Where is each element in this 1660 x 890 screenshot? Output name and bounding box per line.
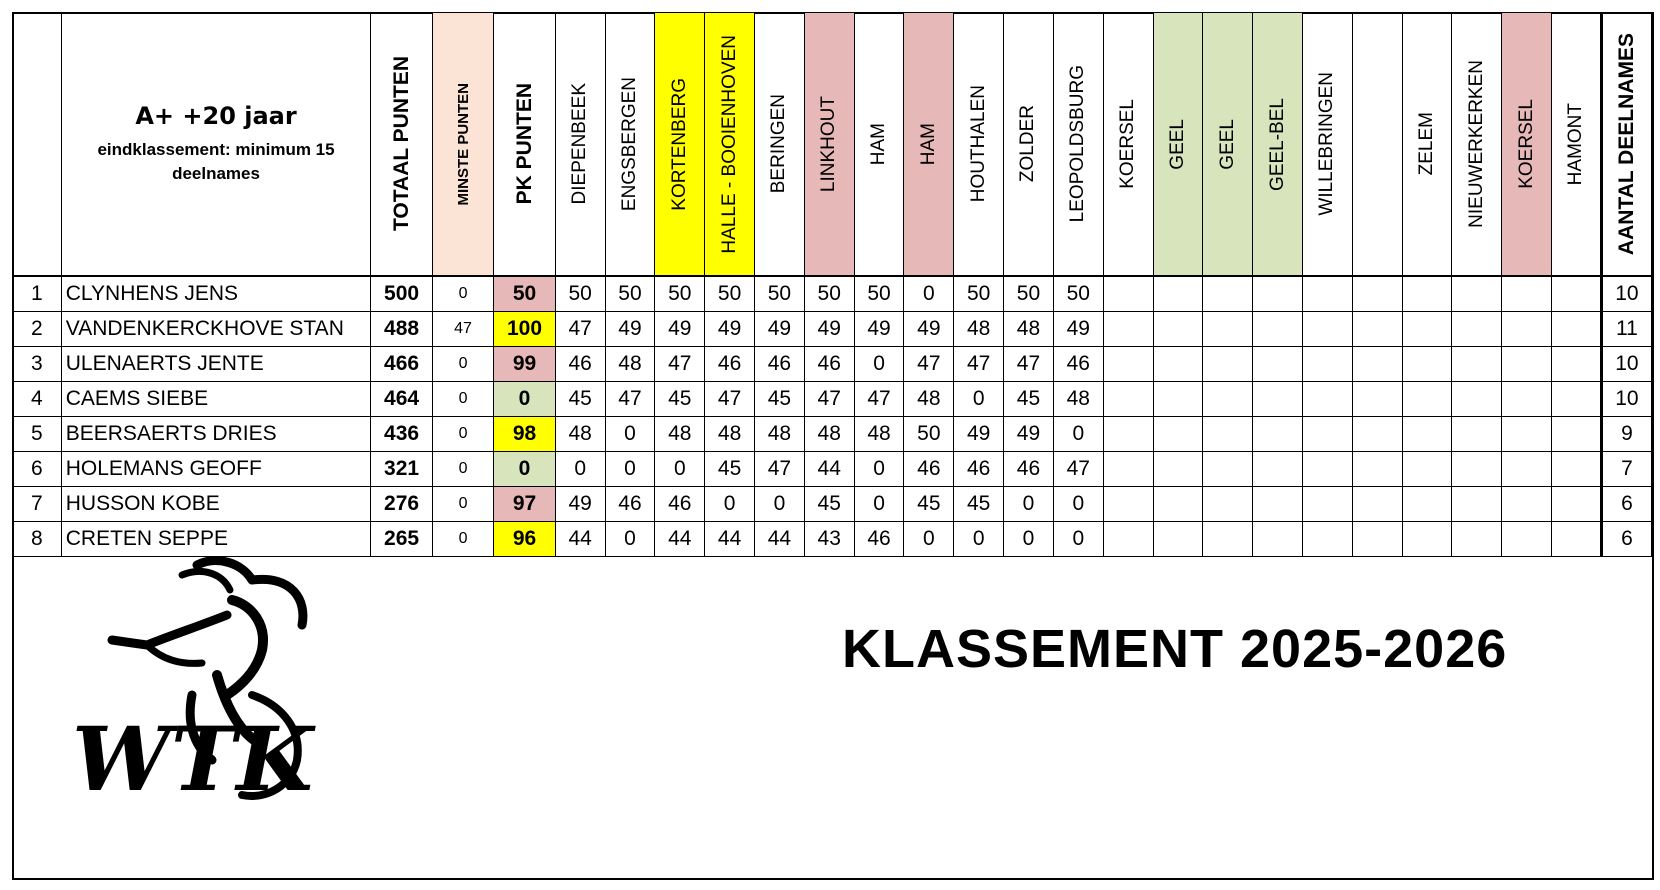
race-score xyxy=(1502,452,1552,487)
logo-text: WTK xyxy=(72,707,313,810)
season-title: KLASSEMENT 2025-2026 xyxy=(842,619,1508,679)
race-header xyxy=(804,13,854,277)
race-header-label: HAM xyxy=(917,122,939,166)
race-score xyxy=(1402,522,1452,557)
standings-table xyxy=(12,12,1654,557)
race-score xyxy=(1253,417,1303,452)
race-score xyxy=(1452,382,1502,417)
race-score xyxy=(1552,417,1602,452)
table-row xyxy=(13,312,1653,347)
table-row xyxy=(13,382,1653,417)
race-score xyxy=(1203,522,1253,557)
race-score xyxy=(1402,347,1452,382)
count-header-label: AANTAL DEELNAMES xyxy=(1614,32,1638,256)
race-score: 46 xyxy=(655,487,705,522)
race-score: 47 xyxy=(954,347,1004,382)
race-header xyxy=(904,13,954,277)
race-header xyxy=(605,13,655,277)
race-score: 47 xyxy=(1004,347,1054,382)
min-header-label: MINSTE PUNTEN xyxy=(454,82,472,206)
race-score: 44 xyxy=(655,522,705,557)
race-score: 46 xyxy=(755,347,805,382)
race-score xyxy=(1302,522,1352,557)
race-score xyxy=(1153,347,1203,382)
race-score: 0 xyxy=(1004,522,1054,557)
race-score xyxy=(1203,276,1253,312)
race-score xyxy=(1253,382,1303,417)
race-header-label: GEEL xyxy=(1216,118,1238,170)
rider-name: BEERSAERTS DRIES xyxy=(61,417,371,452)
category-title: A+ +20 jaar xyxy=(135,102,297,130)
race-score xyxy=(1203,382,1253,417)
race-score xyxy=(1302,312,1352,347)
race-header-label: LINKHOUT xyxy=(818,95,840,193)
race-score: 49 xyxy=(854,312,904,347)
race-score: 46 xyxy=(705,347,755,382)
race-score: 47 xyxy=(1053,452,1103,487)
race-score: 49 xyxy=(755,312,805,347)
wtk-logo xyxy=(52,545,322,810)
race-score xyxy=(1402,487,1452,522)
race-score: 0 xyxy=(854,347,904,382)
race-score xyxy=(1552,347,1602,382)
participation-count: 10 xyxy=(1601,347,1652,382)
total-points: 500 xyxy=(371,276,432,312)
race-score: 48 xyxy=(1053,382,1103,417)
race-header xyxy=(1203,13,1253,277)
race-score xyxy=(1452,347,1502,382)
race-score: 49 xyxy=(555,487,605,522)
rank-cell: 3 xyxy=(13,347,62,382)
race-score: 43 xyxy=(804,522,854,557)
race-score xyxy=(1452,522,1502,557)
total-points: 488 xyxy=(371,312,432,347)
race-score xyxy=(1253,452,1303,487)
total-points: 321 xyxy=(371,452,432,487)
race-score xyxy=(1302,382,1352,417)
race-score: 46 xyxy=(954,452,1004,487)
min-points: 0 xyxy=(432,417,493,452)
race-score: 50 xyxy=(705,276,755,312)
rank-cell: 6 xyxy=(13,452,62,487)
rider-name: CAEMS SIEBE xyxy=(61,382,371,417)
total-points: 436 xyxy=(371,417,432,452)
race-score: 0 xyxy=(605,452,655,487)
race-score xyxy=(1153,382,1203,417)
race-header-label: ZOLDER xyxy=(1017,105,1039,183)
race-header xyxy=(1402,13,1452,277)
race-score xyxy=(1502,347,1552,382)
pk-header-label: PK PUNTEN xyxy=(512,83,536,205)
race-score: 49 xyxy=(1053,312,1103,347)
race-header-label: HALLE - BOOIENHOVEN xyxy=(718,34,740,254)
race-score xyxy=(1452,276,1502,312)
race-score: 49 xyxy=(1004,417,1054,452)
header-row xyxy=(13,13,1653,277)
race-header-label: BERINGEN xyxy=(768,94,790,194)
rank-cell: 2 xyxy=(13,312,62,347)
race-score xyxy=(1103,522,1153,557)
race-score: 50 xyxy=(904,417,954,452)
race-score xyxy=(1552,452,1602,487)
race-header xyxy=(1452,13,1502,277)
race-header xyxy=(1352,13,1402,277)
race-score: 50 xyxy=(1053,276,1103,312)
race-score: 45 xyxy=(655,382,705,417)
race-score: 0 xyxy=(904,522,954,557)
race-score xyxy=(1352,452,1402,487)
race-score: 0 xyxy=(854,452,904,487)
race-header-label: HAMONT xyxy=(1564,102,1586,186)
race-header-label: KOERSEL xyxy=(1117,99,1139,189)
race-score: 48 xyxy=(904,382,954,417)
race-header xyxy=(755,13,805,277)
race-score: 0 xyxy=(705,487,755,522)
race-score xyxy=(1352,487,1402,522)
pk-points: 98 xyxy=(494,417,555,452)
race-score xyxy=(1253,487,1303,522)
participation-count: 10 xyxy=(1601,382,1652,417)
race-score: 48 xyxy=(854,417,904,452)
pk-points: 100 xyxy=(494,312,555,347)
race-score: 50 xyxy=(605,276,655,312)
min-points: 0 xyxy=(432,347,493,382)
race-score xyxy=(1103,382,1153,417)
race-score xyxy=(1302,417,1352,452)
race-header xyxy=(1552,13,1602,277)
rider-name: CLYNHENS JENS xyxy=(61,276,371,312)
race-header xyxy=(1004,13,1054,277)
race-header-label: DIEPENBEEK xyxy=(569,83,591,205)
race-score xyxy=(1452,312,1502,347)
race-score: 46 xyxy=(555,347,605,382)
race-score: 44 xyxy=(705,522,755,557)
race-header xyxy=(655,13,705,277)
race-score xyxy=(1103,347,1153,382)
pk-points: 0 xyxy=(494,452,555,487)
race-header xyxy=(1153,13,1203,277)
race-score: 48 xyxy=(1004,312,1054,347)
table-row xyxy=(13,452,1653,487)
race-score xyxy=(1153,487,1203,522)
race-score xyxy=(1253,312,1303,347)
race-score xyxy=(1103,312,1153,347)
race-score xyxy=(1302,347,1352,382)
race-header-label: GEEL-BEL xyxy=(1266,97,1288,191)
race-score: 49 xyxy=(655,312,705,347)
race-score: 46 xyxy=(904,452,954,487)
race-score: 0 xyxy=(605,417,655,452)
race-score: 0 xyxy=(1053,417,1103,452)
race-header xyxy=(1053,13,1103,277)
race-header-label: HAM xyxy=(868,122,890,166)
race-score: 47 xyxy=(555,312,605,347)
race-score: 49 xyxy=(705,312,755,347)
race-score: 44 xyxy=(555,522,605,557)
race-score: 0 xyxy=(755,487,805,522)
race-header-label: GEEL xyxy=(1166,118,1188,170)
race-header-label: KOERSEL xyxy=(1515,99,1537,189)
table-row xyxy=(13,417,1653,452)
race-score xyxy=(1253,276,1303,312)
table-row xyxy=(13,276,1653,312)
participation-count: 11 xyxy=(1601,312,1652,347)
race-score: 49 xyxy=(904,312,954,347)
participation-count: 6 xyxy=(1601,487,1652,522)
race-score xyxy=(1452,417,1502,452)
race-score: 0 xyxy=(605,522,655,557)
participation-count: 7 xyxy=(1601,452,1652,487)
race-score xyxy=(1203,452,1253,487)
race-score xyxy=(1352,417,1402,452)
race-score xyxy=(1502,276,1552,312)
race-score: 46 xyxy=(804,347,854,382)
total-points: 466 xyxy=(371,347,432,382)
race-score: 49 xyxy=(954,417,1004,452)
race-score xyxy=(1352,276,1402,312)
race-score xyxy=(1153,417,1203,452)
total-points: 276 xyxy=(371,487,432,522)
race-score: 46 xyxy=(1053,347,1103,382)
race-score xyxy=(1302,487,1352,522)
race-score: 45 xyxy=(1004,382,1054,417)
race-score xyxy=(1502,382,1552,417)
race-score: 50 xyxy=(755,276,805,312)
rider-name: VANDENKERCKHOVE STAN xyxy=(61,312,371,347)
race-score: 48 xyxy=(705,417,755,452)
category-subtitle: eindklassement: minimum 15 deelnames xyxy=(97,140,335,183)
race-score xyxy=(1153,312,1203,347)
race-score xyxy=(1502,417,1552,452)
race-score: 0 xyxy=(555,452,605,487)
race-score: 44 xyxy=(755,522,805,557)
race-score: 48 xyxy=(755,417,805,452)
race-score: 0 xyxy=(954,382,1004,417)
race-score: 47 xyxy=(605,382,655,417)
race-score xyxy=(1502,487,1552,522)
race-score xyxy=(1452,452,1502,487)
pk-points: 97 xyxy=(494,487,555,522)
rank-header xyxy=(13,13,62,277)
table-row xyxy=(13,347,1653,382)
pk-points: 0 xyxy=(494,382,555,417)
race-score: 50 xyxy=(954,276,1004,312)
race-score xyxy=(1552,276,1602,312)
race-score xyxy=(1402,452,1452,487)
race-score: 0 xyxy=(655,452,705,487)
race-score xyxy=(1402,382,1452,417)
race-score: 50 xyxy=(1004,276,1054,312)
pk-points: 99 xyxy=(494,347,555,382)
race-score: 49 xyxy=(605,312,655,347)
race-score: 0 xyxy=(1004,487,1054,522)
race-score xyxy=(1253,347,1303,382)
table-row xyxy=(13,487,1653,522)
total-points: 265 xyxy=(371,522,432,557)
min-header xyxy=(432,13,493,277)
race-score: 48 xyxy=(655,417,705,452)
min-points: 0 xyxy=(432,487,493,522)
participation-count: 6 xyxy=(1601,522,1652,557)
race-header-label: ZELEM xyxy=(1415,112,1437,176)
race-score: 49 xyxy=(804,312,854,347)
race-header xyxy=(705,13,755,277)
race-score xyxy=(1253,522,1303,557)
race-score: 50 xyxy=(655,276,705,312)
rank-cell: 5 xyxy=(13,417,62,452)
rider-name: CRETEN SEPPE xyxy=(61,522,371,557)
race-header-label: LEOPOLDSBURG xyxy=(1067,65,1089,223)
race-score: 45 xyxy=(755,382,805,417)
participation-count: 10 xyxy=(1601,276,1652,312)
race-score xyxy=(1153,276,1203,312)
race-score xyxy=(1203,417,1253,452)
pk-header xyxy=(494,13,555,277)
min-points: 0 xyxy=(432,276,493,312)
race-score xyxy=(1103,487,1153,522)
race-header-label: WILLEBRINGEN xyxy=(1316,72,1338,216)
race-score xyxy=(1552,487,1602,522)
race-header-label: HOUTHALEN xyxy=(967,85,989,203)
race-score xyxy=(1103,417,1153,452)
race-score xyxy=(1153,452,1203,487)
pk-points: 96 xyxy=(494,522,555,557)
race-header xyxy=(854,13,904,277)
min-points: 0 xyxy=(432,382,493,417)
race-score: 46 xyxy=(605,487,655,522)
race-score xyxy=(1452,487,1502,522)
race-score xyxy=(1552,382,1602,417)
count-header xyxy=(1601,13,1652,277)
race-score: 47 xyxy=(854,382,904,417)
race-score: 47 xyxy=(804,382,854,417)
race-header xyxy=(1103,13,1153,277)
race-score: 50 xyxy=(555,276,605,312)
race-score xyxy=(1552,522,1602,557)
race-score xyxy=(1352,382,1402,417)
race-score: 45 xyxy=(555,382,605,417)
race-score: 45 xyxy=(904,487,954,522)
race-score xyxy=(1502,312,1552,347)
race-score: 47 xyxy=(904,347,954,382)
race-score: 50 xyxy=(804,276,854,312)
race-score: 45 xyxy=(705,452,755,487)
race-score: 46 xyxy=(854,522,904,557)
race-score: 47 xyxy=(705,382,755,417)
min-points: 0 xyxy=(432,522,493,557)
race-score xyxy=(1402,276,1452,312)
rider-name: HUSSON KOBE xyxy=(61,487,371,522)
race-score xyxy=(1203,312,1253,347)
race-score: 48 xyxy=(555,417,605,452)
race-header xyxy=(1253,13,1303,277)
race-score xyxy=(1103,452,1153,487)
rank-cell: 1 xyxy=(13,276,62,312)
total-header xyxy=(371,13,432,277)
min-points: 0 xyxy=(432,452,493,487)
race-header-label: NIEUWERKERKEN xyxy=(1465,60,1487,228)
race-score xyxy=(1153,522,1203,557)
race-score xyxy=(1352,347,1402,382)
race-score: 0 xyxy=(1053,522,1103,557)
race-score: 0 xyxy=(904,276,954,312)
race-score: 44 xyxy=(804,452,854,487)
total-points: 464 xyxy=(371,382,432,417)
race-score: 47 xyxy=(755,452,805,487)
total-header-label: TOTAAL PUNTEN xyxy=(389,56,413,232)
rider-name: HOLEMANS GEOFF xyxy=(61,452,371,487)
race-score: 47 xyxy=(655,347,705,382)
race-header xyxy=(1302,13,1352,277)
race-score: 0 xyxy=(1053,487,1103,522)
race-score xyxy=(1402,312,1452,347)
race-score: 0 xyxy=(954,522,1004,557)
race-score: 50 xyxy=(854,276,904,312)
race-header xyxy=(555,13,605,277)
race-score xyxy=(1352,522,1402,557)
rank-cell: 4 xyxy=(13,382,62,417)
race-score xyxy=(1103,276,1153,312)
race-score xyxy=(1502,522,1552,557)
race-score xyxy=(1302,276,1352,312)
race-score xyxy=(1552,312,1602,347)
race-score: 48 xyxy=(605,347,655,382)
race-score xyxy=(1352,312,1402,347)
race-header-label: ENGSBERGEN xyxy=(618,76,640,212)
race-score xyxy=(1203,487,1253,522)
rank-cell: 7 xyxy=(13,487,62,522)
race-header-label: KORTENBERG xyxy=(668,77,690,211)
race-header xyxy=(1502,13,1552,277)
race-score xyxy=(1302,452,1352,487)
rank-cell: 8 xyxy=(13,522,62,557)
race-score: 0 xyxy=(854,487,904,522)
race-score xyxy=(1203,347,1253,382)
race-score: 45 xyxy=(954,487,1004,522)
race-score: 46 xyxy=(1004,452,1054,487)
race-score xyxy=(1402,417,1452,452)
race-score: 48 xyxy=(954,312,1004,347)
pk-points: 50 xyxy=(494,276,555,312)
title-cell xyxy=(61,13,371,277)
race-score: 48 xyxy=(804,417,854,452)
min-points: 47 xyxy=(432,312,493,347)
race-score: 45 xyxy=(804,487,854,522)
participation-count: 9 xyxy=(1601,417,1652,452)
rider-name: ULENAERTS JENTE xyxy=(61,347,371,382)
race-header xyxy=(954,13,1004,277)
